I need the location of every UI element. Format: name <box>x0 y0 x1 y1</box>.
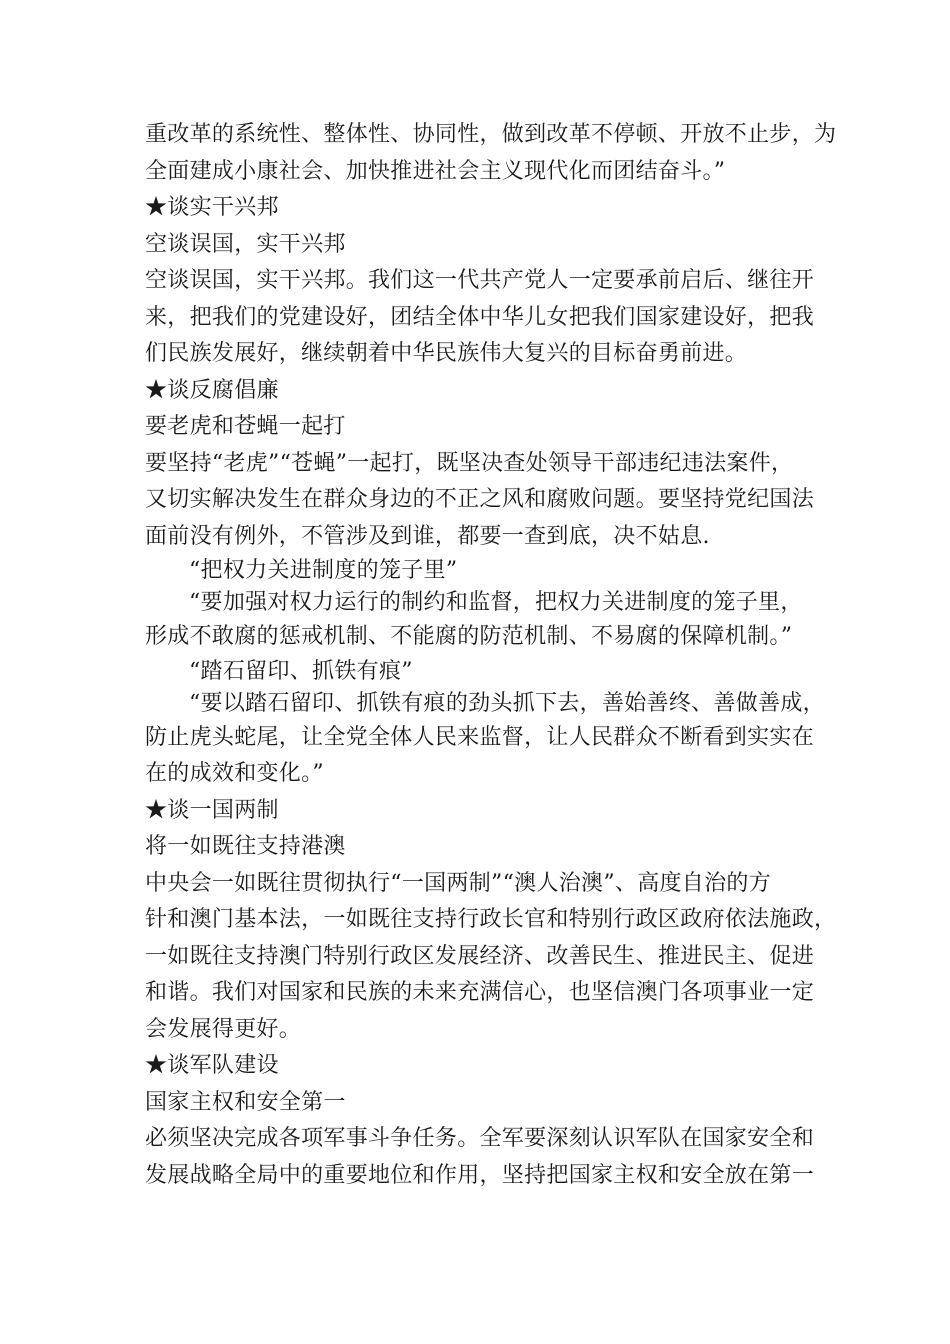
quote-line: “要加强对权力运行的制约和监督，把权力关进制度的笼子里， <box>189 590 803 615</box>
subheading: 要老虎和苍蝇一起打 <box>145 414 346 439</box>
quote-line: 形成不敢腐的惩戒机制、不能腐的防范机制、不易腐的保障机制。” <box>145 624 793 649</box>
quote-line: 防止虎头蛇尾，让全党全体人民来监督，让人民群众不断看到实实在 <box>145 724 815 750</box>
section-heading: ★谈军队建设 <box>145 1053 279 1078</box>
paragraph-line: 中央会一如既往贯彻执行“一国两制”“澳人治澳”、高度自治的方 <box>145 870 771 896</box>
subheading: 国家主权和安全第一 <box>145 1089 346 1115</box>
paragraph-line: 针和澳门基本法，一如既往支持行政长官和特别行政区政府依法施政， <box>145 907 837 932</box>
paragraph-line: 和谐。我们对国家和民族的未来充满信心，也坚信澳门各项事业一定 <box>145 980 815 1005</box>
section-heading: ★谈反腐倡廉 <box>145 377 279 403</box>
paragraph-line: 来，把我们的党建设好，团结全体中华儿女把我们国家建设好，把我 <box>145 304 815 330</box>
section-heading: ★谈实干兴邦 <box>145 195 279 220</box>
section-heading: ★谈一国两制 <box>145 797 279 823</box>
paragraph-line: 全面建成小康社会、加快推进社会主义现代化而团结奋斗。” <box>145 158 726 184</box>
quote-heading: “踏石留印、抓铁有痕” <box>189 658 413 684</box>
paragraph-line: 会发展得更好。 <box>145 1016 302 1042</box>
paragraph-line: 重改革的系统性、整体性、协同性，做到改革不停顿、开放不止步，为 <box>145 122 837 147</box>
paragraph-line: 又切实解决发生在群众身边的不正之风和腐败问题。要坚持党纪国法 <box>145 487 815 512</box>
paragraph-line: 要坚持“老虎”“苍蝇”一起打，既坚决查处领导干部违纪违法案件， <box>145 450 794 476</box>
paragraph-line: 发展战略全局中的重要地位和作用，坚持把国家主权和安全放在第一 <box>145 1162 815 1188</box>
paragraph-line: 面前没有例外，不管涉及到谁，都要一查到底，决不姑息. <box>145 523 710 549</box>
paragraph-line: 空谈误国，实干兴邦。我们这一代共产党人一定要承前启后、继往开 <box>145 268 815 293</box>
quote-line: 在的成效和变化。” <box>145 761 324 786</box>
quote-heading: “把权力关进制度的笼子里” <box>189 558 458 583</box>
quote-line: “要以踏石留印、抓铁有痕的劲头抓下去，善始善终、善做善成， <box>189 690 825 716</box>
paragraph-line: 一如既往支持澳门特别行政区发展经济、改善民生、推进民主、促进 <box>145 943 815 969</box>
document-body <box>145 117 837 1194</box>
paragraph-line: 必须坚决完成各项军事斗争任务。全军要深刻认识军队在国家安全和 <box>145 1126 815 1151</box>
paragraph-line: 们民族发展好，继续朝着中华民族伟大复兴的目标奋勇前进。 <box>145 341 748 366</box>
subheading: 空谈误国，实干兴邦 <box>145 231 346 257</box>
subheading: 将一如既往支持港澳 <box>145 834 346 859</box>
